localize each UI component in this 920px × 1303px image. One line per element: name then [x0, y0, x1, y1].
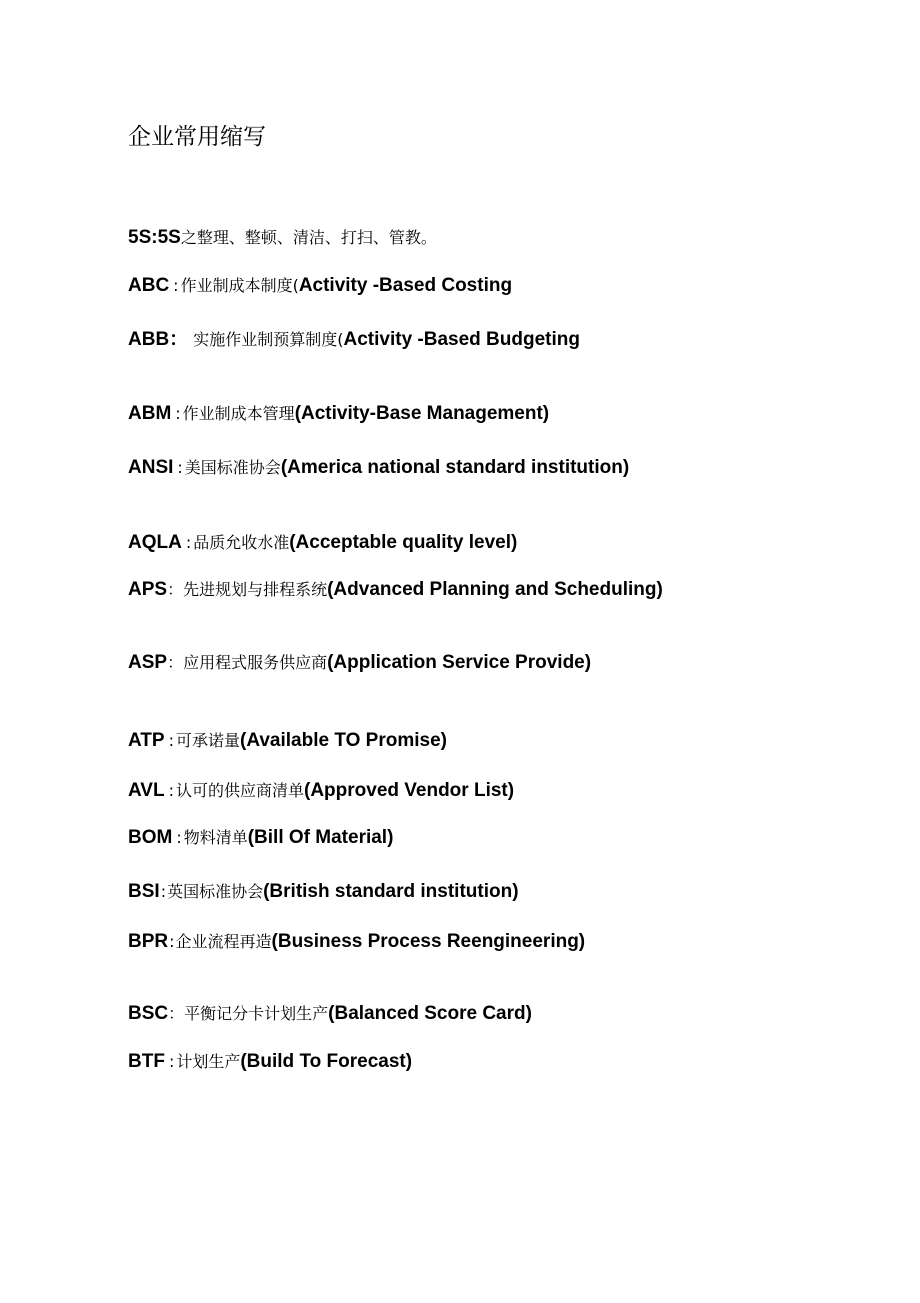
entry-english: (Application Service Provide) [327, 652, 592, 673]
entry-english: (Activity-Base Management) [294, 403, 550, 424]
entry-btf [128, 1047, 412, 1077]
entry-english: (British standard institution) [263, 881, 519, 902]
entry-english: (Build To Forecast) [240, 1051, 413, 1072]
entry-aps [128, 575, 663, 605]
entry-separator: ： [167, 580, 184, 599]
entry-separator: : [160, 882, 167, 901]
entry-bsi [128, 877, 519, 907]
entry-abbr: ASP [128, 652, 168, 673]
entry-abbr: BPR [128, 931, 169, 952]
entry-atp [128, 726, 447, 756]
entry-abbr: ABC [128, 275, 170, 296]
entry-abbr: BSI [128, 881, 160, 902]
entry-chinese: 认可的供应商清单 [175, 781, 304, 800]
entry-bsc [128, 999, 532, 1029]
entry-chinese: 企业流程再造 [175, 932, 272, 951]
entry-aqla [128, 528, 517, 558]
entry-separator: : [176, 828, 182, 847]
entry-english: (Balanced Score Card) [328, 1003, 532, 1024]
entry-ansi [128, 453, 629, 483]
entry-abbr: ABM [128, 403, 172, 424]
entry-english: (Bill Of Material) [247, 827, 394, 848]
entry-chinese: 先进规划与排程系统 [183, 580, 328, 599]
entry-abbr: ANSI [128, 457, 174, 478]
entry-chinese: 物料清单 [183, 828, 248, 847]
entry-5s [128, 223, 437, 253]
entry-english: Activity -Based Budgeting [343, 329, 580, 350]
entry-chinese: 美国标准协会 [184, 458, 281, 477]
entry-avl [128, 776, 514, 806]
entry-separator: : [185, 533, 192, 552]
entry-english: Activity -Based Costing [298, 275, 513, 296]
page-title: 企业常用缩写 [128, 124, 266, 150]
entry-english: (Available TO Promise) [240, 730, 447, 751]
entry-abbr: BSC [128, 1003, 169, 1024]
entry-separator: ： [167, 653, 184, 672]
entry-english: (Business Process Reengineering) [271, 931, 586, 952]
entry-separator: : [168, 1052, 175, 1071]
entry-abm [128, 399, 549, 429]
entry-abc [128, 271, 512, 301]
entry-chinese: 应用程式服务供应商 [183, 653, 328, 672]
entry-abbr: ABB： [128, 329, 189, 350]
entry-chinese: 平衡记分卡计划生产 [184, 1004, 329, 1023]
entry-separator: : [168, 781, 174, 800]
entry-separator: : [169, 932, 175, 951]
entry-chinese: 英国标准协会 [167, 882, 264, 901]
entry-chinese: 可承诺量 [175, 731, 240, 750]
entry-chinese: 之整理、整顿、清洁、打扫、管教。 [180, 228, 437, 247]
entry-asp [128, 648, 591, 678]
entry-separator: ： [168, 1004, 185, 1023]
entry-chinese: 作业制成本制度( [180, 276, 299, 295]
entry-separator: : [177, 458, 183, 477]
entry-english: (America national standard institution) [280, 457, 630, 478]
entry-abbr: 5S:5S [128, 227, 181, 248]
entry-separator: : [175, 404, 181, 423]
entry-separator: : [168, 731, 174, 750]
entry-bpr [128, 927, 585, 957]
entry-english: (Approved Vendor List) [304, 780, 515, 801]
entry-english: (Acceptable quality level) [289, 532, 518, 553]
entry-abbr: BTF [128, 1051, 165, 1072]
entry-chinese: 作业制成本管理 [182, 404, 295, 423]
entry-abbr: AQLA [128, 532, 182, 553]
entry-abbr: APS [128, 579, 168, 600]
entry-chinese: 计划生产 [176, 1052, 241, 1071]
entry-separator: : [173, 276, 179, 295]
entry-abbr: ATP [128, 730, 165, 751]
entry-abbr: BOM [128, 827, 173, 848]
entry-bom [128, 823, 393, 853]
entry-chinese: 品质允收水准 [193, 533, 290, 552]
entry-english: (Advanced Planning and Scheduling) [327, 579, 663, 600]
entry-abbr: AVL [128, 780, 165, 801]
entry-abb [128, 325, 580, 355]
entry-chinese: 实施作业制预算制度( [188, 330, 344, 349]
